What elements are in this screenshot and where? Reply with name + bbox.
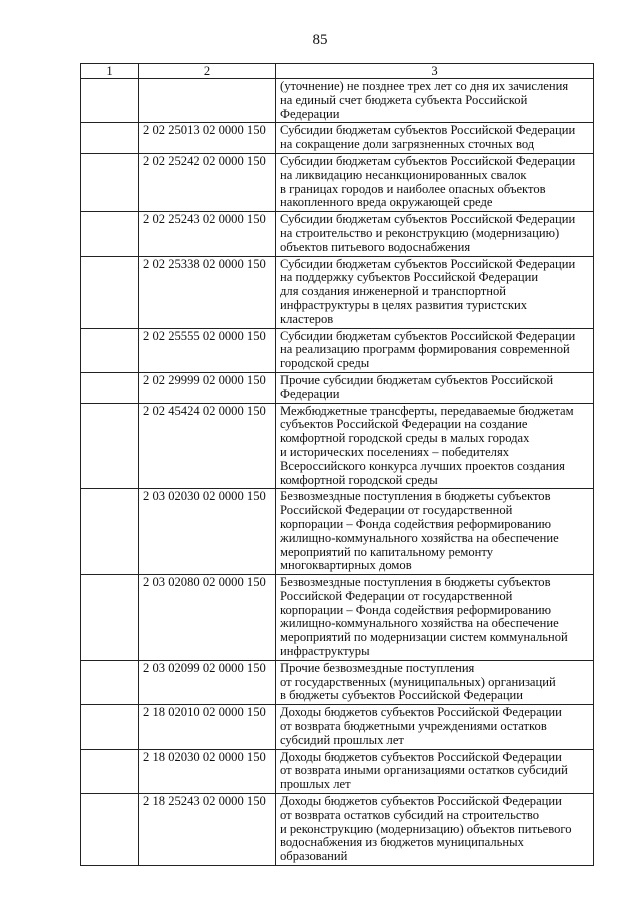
cell-col1 (81, 212, 139, 256)
income-code: 2 18 25243 02 0000 150 (139, 794, 276, 866)
cell-col1 (81, 403, 139, 489)
income-description: Субсидии бюджетам субъектов Российской Федерации на реализацию программ формирования современной городской среды (276, 328, 594, 372)
income-description: Субсидии бюджетам субъектов Российской Федерации на сокращение доли загрязненных сточных вод (276, 123, 594, 154)
cell-col1 (81, 153, 139, 211)
income-code: 2 02 25338 02 0000 150 (139, 256, 276, 328)
cell-col1 (81, 705, 139, 749)
income-description: Субсидии бюджетам субъектов Российской Федерации на строительство и реконструкцию (модернизацию) объектов питьевого водоснабжения (276, 212, 594, 256)
income-code: 2 02 25243 02 0000 150 (139, 212, 276, 256)
income-description: Межбюджетные трансферты, передаваемые бюджетам субъектов Российской Федерации на создание комфортной городской среды в малых городах и исторических поселениях – победителях Всероссийского конкурса лучших проектов создания комфортной городской среды (276, 403, 594, 489)
income-description: Безвозмездные поступления в бюджеты субъектов Российской Федерации от государственной корпорации – Фонда содействия реформированию жилищно-коммунального хозяйства на обеспечение мероприятий по капитальному ремонту многоквартирных домов (276, 489, 594, 575)
table-row (81, 489, 594, 575)
income-description: Прочие субсидии бюджетам субъектов Российской Федерации (276, 372, 594, 403)
income-code: 2 18 02010 02 0000 150 (139, 705, 276, 749)
table-row (81, 212, 594, 256)
table-row (81, 794, 594, 866)
income-code: 2 18 02030 02 0000 150 (139, 749, 276, 793)
income-description: Доходы бюджетов субъектов Российской Федерации от возврата иными организациями остатков субсидий прошлых лет (276, 749, 594, 793)
income-code: 2 03 02099 02 0000 150 (139, 660, 276, 704)
income-description: Прочие безвозмездные поступления от государственных (муниципальных) организаций в бюджеты субъектов Российской Федерации (276, 660, 594, 704)
cell-col1 (81, 79, 139, 123)
cell-col1 (81, 575, 139, 661)
table-row (81, 123, 594, 154)
cell-col1 (81, 123, 139, 154)
column-header-2: 2 (139, 64, 276, 79)
table-row (81, 575, 594, 661)
cell-col1 (81, 749, 139, 793)
table-row (81, 372, 594, 403)
income-description: Доходы бюджетов субъектов Российской Федерации от возврата бюджетными учреждениями остатков субсидий прошлых лет (276, 705, 594, 749)
cell-col1 (81, 372, 139, 403)
column-header-1: 1 (81, 64, 139, 79)
cell-col1 (81, 256, 139, 328)
income-code: 2 02 25555 02 0000 150 (139, 328, 276, 372)
table-row (81, 749, 594, 793)
income-code: 2 03 02030 02 0000 150 (139, 489, 276, 575)
income-description: Субсидии бюджетам субъектов Российской Федерации на ликвидацию несанкционированных свалок в границах городов и наиболее опасных объектов накопленного вреда окружающей среде (276, 153, 594, 211)
classification-table (80, 63, 594, 866)
income-description: Субсидии бюджетам субъектов Российской Федерации на поддержку субъектов Российской Федерации для создания инженерной и транспортной инфраструктуры в целях развития туристских кластеров (276, 256, 594, 328)
table-row (81, 153, 594, 211)
income-code (139, 79, 276, 123)
cell-col1 (81, 660, 139, 704)
table-body (81, 79, 594, 866)
table-row (81, 256, 594, 328)
table-row (81, 705, 594, 749)
income-code: 2 03 02080 02 0000 150 (139, 575, 276, 661)
income-description: (уточнение) не позднее трех лет со дня их зачисления на единый счет бюджета субъекта Российской Федерации (276, 79, 594, 123)
income-code: 2 02 45424 02 0000 150 (139, 403, 276, 489)
income-description: Безвозмездные поступления в бюджеты субъектов Российской Федерации от государственной корпорации – Фонда содействия реформированию жилищно-коммунального хозяйства на обеспечение мероприятий по модернизации систем коммунальной инфраструктуры (276, 575, 594, 661)
table-header-row (81, 64, 594, 79)
page-number: 85 (312, 32, 328, 48)
cell-col1 (81, 489, 139, 575)
income-code: 2 02 25242 02 0000 150 (139, 153, 276, 211)
income-code: 2 02 29999 02 0000 150 (139, 372, 276, 403)
cell-col1 (81, 794, 139, 866)
table-row (81, 403, 594, 489)
income-code: 2 02 25013 02 0000 150 (139, 123, 276, 154)
income-description: Доходы бюджетов субъектов Российской Федерации от возврата остатков субсидий на строительство и реконструкцию (модернизацию) объектов питьевого водоснабжения из бюджетов муниципальных образований (276, 794, 594, 866)
table-row (81, 660, 594, 704)
column-header-3: 3 (276, 64, 594, 79)
table-row (81, 79, 594, 123)
table-row (81, 328, 594, 372)
cell-col1 (81, 328, 139, 372)
